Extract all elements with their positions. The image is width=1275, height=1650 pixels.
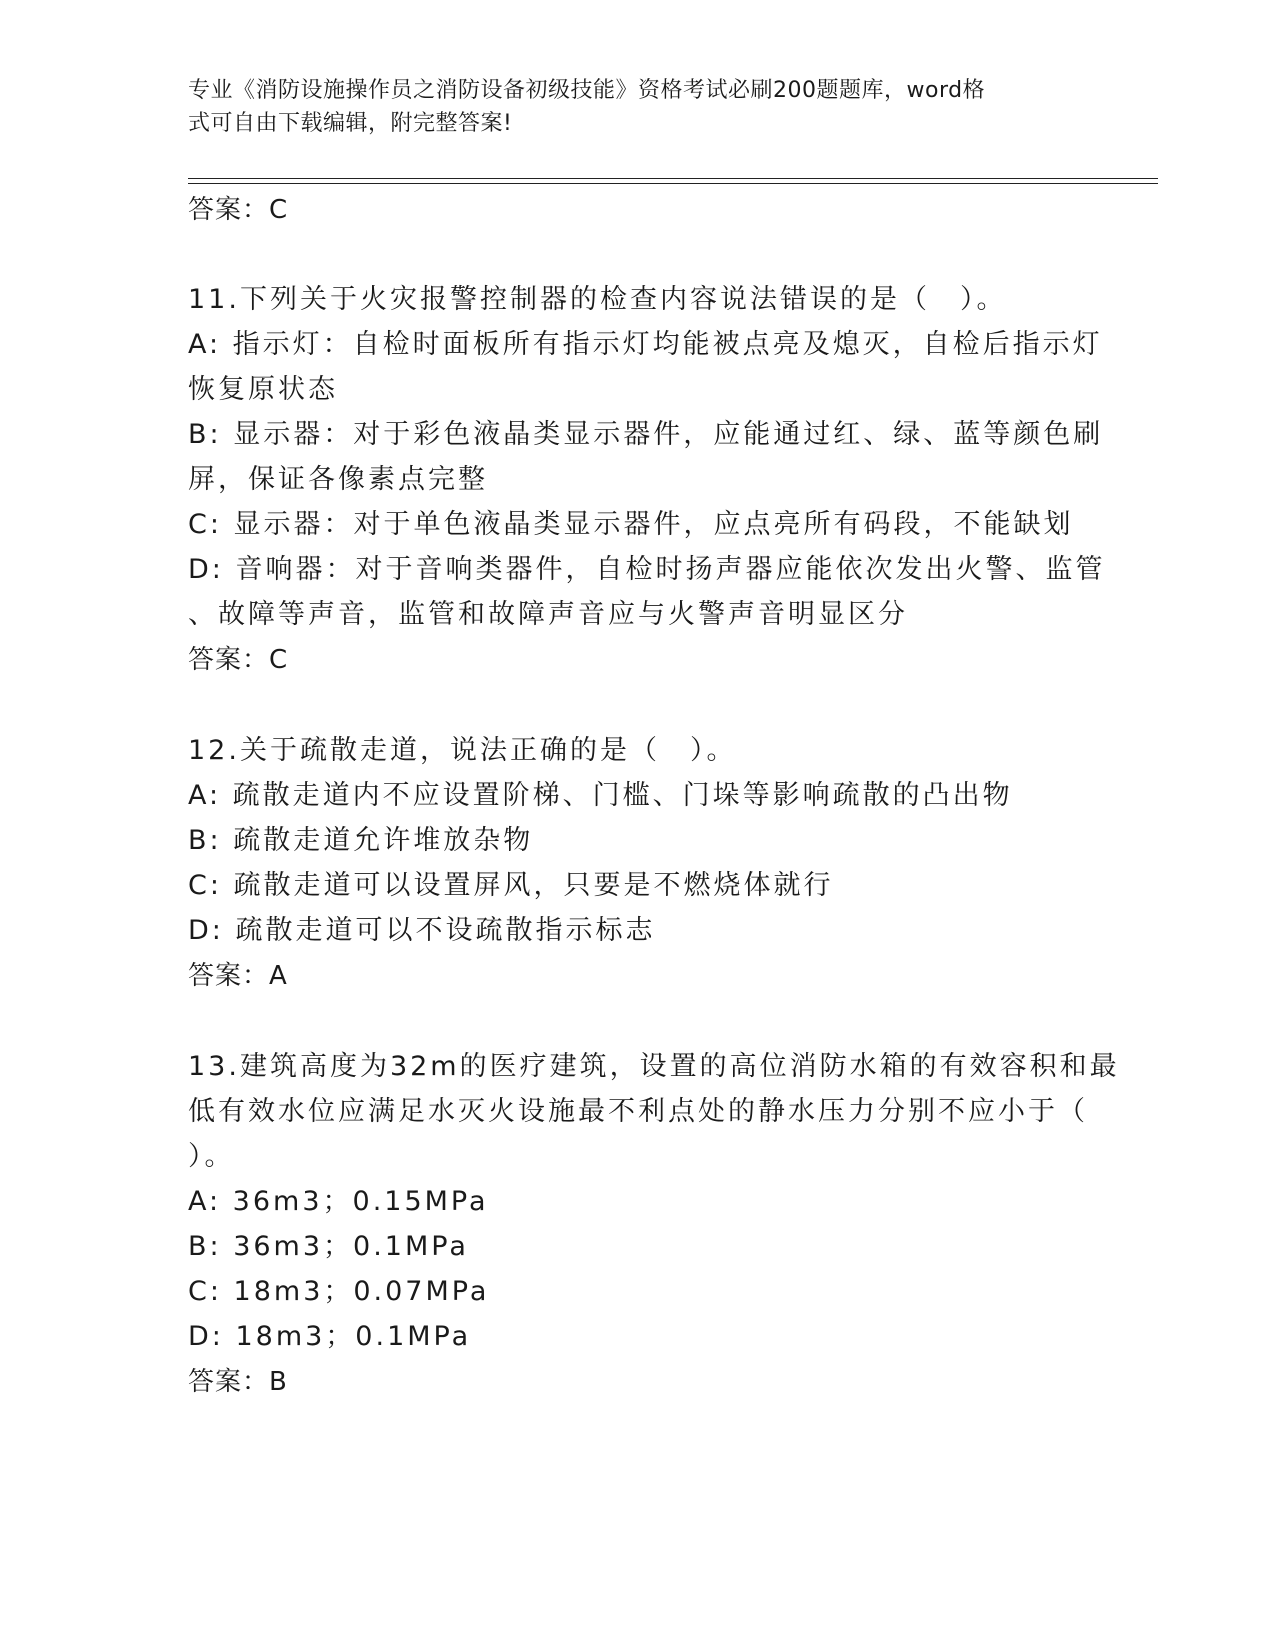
question-12-option-d: D: 疏散走道可以不设疏散指示标志 [188,915,656,946]
question-11-answer: 答案：C [188,645,289,675]
question-11-option-a: A: 指示灯：自检时面板所有指示灯均能被点亮及熄灭，自检后指示灯 [188,329,1103,360]
question-13-option-c: C: 18m3；0.07MPa [188,1276,490,1307]
question-12-option-c: C: 疏散走道可以设置屏风，只要是不燃烧体就行 [188,870,834,901]
question-11-option-b: B: 显示器：对于彩色液晶类显示器件，应能通过红、绿、蓝等颜色刷 [188,419,1104,450]
question-12-option-a: A: 疏散走道内不应设置阶梯、门槛、门垛等影响疏散的凸出物 [188,780,1013,811]
question-11-option-c: C: 显示器：对于单色液晶类显示器件，应点亮所有码段，不能缺划 [188,509,1074,540]
question-11-option-a-cont: 恢复原状态 [188,374,338,405]
question-12-stem: 12.关于疏散走道，说法正确的是（ ）。 [188,735,737,766]
question-11-option-d: D: 音响器：对于音响类器件，自检时扬声器应能依次发出火警、监管 [188,554,1106,585]
header-text-line-2: 式可自由下载编辑，附完整答案! [188,111,513,136]
question-11-stem: 11.下列关于火灾报警控制器的检查内容说法错误的是（ ）。 [188,284,1007,315]
header-divider-top [188,178,1158,179]
question-11-option-b-cont: 屏，保证各像素点完整 [188,464,488,495]
question-11-option-d-cont: 、故障等声音，监管和故障声音应与火警声音明显区分 [188,599,908,630]
question-13-option-d: D: 18m3；0.1MPa [188,1321,472,1352]
question-12-answer: 答案：A [188,961,288,991]
document-header [188,74,1088,140]
question-12-option-b: B: 疏散走道允许堆放杂物 [188,825,534,856]
question-13-stem-cont-1: 低有效水位应满足水灭火设施最不利点处的静水压力分别不应小于（ [188,1096,1088,1127]
header-divider-bottom [188,183,1158,184]
question-13-option-b: B: 36m3；0.1MPa [188,1231,469,1262]
question-13-stem: 13.建筑高度为32m的医疗建筑，设置的高位消防水箱的有效容积和最 [188,1051,1120,1082]
question-13-stem-cont-2: ）。 [188,1141,235,1172]
previous-answer: 答案：C [188,195,289,225]
question-13-answer: 答案：B [188,1367,288,1397]
question-13-option-a: A: 36m3；0.15MPa [188,1186,489,1217]
header-text-line-1: 专业《消防设施操作员之消防设备初级技能》资格考试必刷200题题库，word格 [188,78,986,103]
